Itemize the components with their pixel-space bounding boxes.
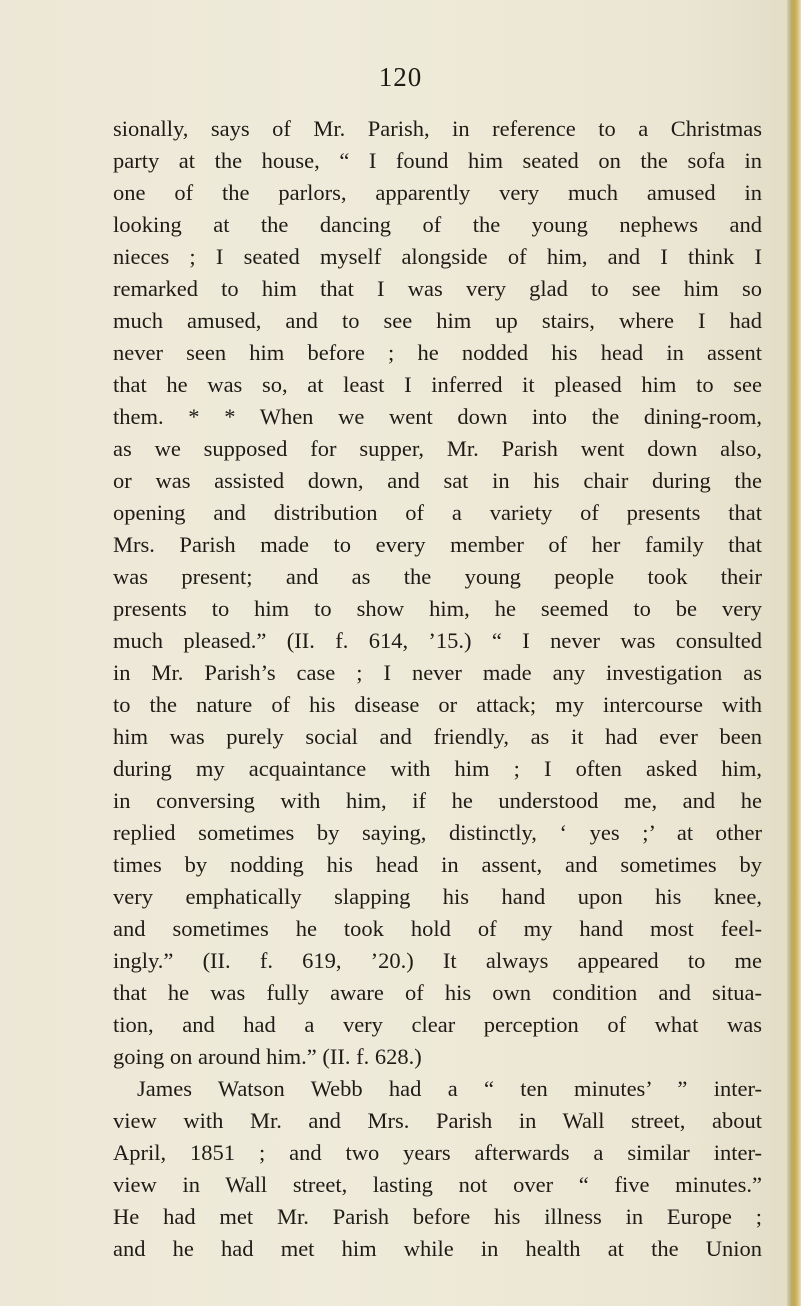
text-line: party at the house, “ I found him seated on the sofa in — [113, 148, 762, 173]
text-line: replied sometimes by saying, distinctly, ‘ yes ;’ at other — [113, 820, 762, 845]
text-line: that he was so, at least I inferred it pleased him to see — [113, 372, 762, 397]
text-line: view with Mr. and Mrs. Parish in Wall street, about — [113, 1108, 762, 1133]
text-line: very emphatically slapping his hand upon his knee, — [113, 884, 762, 909]
text-line: going on around him.” (II. f. 628.) — [113, 1044, 422, 1069]
text-line: and sometimes he took hold of my hand most feel- — [113, 916, 762, 941]
text-line: sionally, says of Mr. Parish, in reference to a Christmas — [113, 116, 762, 141]
text-line: view in Wall street, lasting not over “ five minutes.” — [113, 1172, 762, 1197]
text-line: tion, and had a very clear perception of what was — [113, 1012, 762, 1037]
text-line: remarked to him that I was very glad to see him so — [113, 276, 762, 301]
text-line: him was purely social and friendly, as it had ever been — [113, 724, 762, 749]
text-line: He had met Mr. Parish before his illness in Europe ; — [113, 1204, 762, 1229]
text-line: them. * * When we went down into the dining-room, — [113, 404, 762, 429]
text-line: April, 1851 ; and two years afterwards a similar inter- — [113, 1140, 762, 1165]
text-line: presents to him to show him, he seemed to be very — [113, 596, 762, 621]
text-line: in Mr. Parish’s case ; I never made any investigation as — [113, 660, 762, 685]
text-line: that he was fully aware of his own condition and situa- — [113, 980, 762, 1005]
text-line: and he had met him while in health at the Union — [113, 1236, 762, 1261]
text-line: nieces ; I seated myself alongside of him, and I think I — [113, 244, 762, 269]
body-text — [113, 113, 762, 1265]
page-number: 120 — [378, 62, 423, 92]
text-line: much pleased.” (II. f. 614, ’15.) “ I never was consulted — [113, 628, 762, 653]
text-line: was present; and as the young people took their — [113, 564, 762, 589]
text-line: ingly.” (II. f. 619, ’20.) It always appeared to me — [113, 948, 762, 973]
text-line: times by nodding his head in assent, and sometimes by — [113, 852, 762, 877]
text-line: as we supposed for supper, Mr. Parish went down also, — [113, 436, 762, 461]
text-line: to the nature of his disease or attack; my intercourse with — [113, 692, 762, 717]
text-line: much amused, and to see him up stairs, where I had — [113, 308, 762, 333]
text-line: looking at the dancing of the young nephews and — [113, 212, 762, 237]
text-line: opening and distribution of a variety of presents that — [113, 500, 762, 525]
gilt-page-edge — [787, 0, 801, 1306]
text-line: in conversing with him, if he understood me, and he — [113, 788, 762, 813]
text-line: one of the parlors, apparently very much amused in — [113, 180, 762, 205]
text-line: Mrs. Parish made to every member of her family that — [113, 532, 762, 557]
text-line: never seen him before ; he nodded his head in assent — [113, 340, 762, 365]
text-line: during my acquaintance with him ; I often asked him, — [113, 756, 762, 781]
text-line: James Watson Webb had a “ ten minutes’ ” inter- — [137, 1076, 762, 1101]
text-line: or was assisted down, and sat in his chair during the — [113, 468, 762, 493]
